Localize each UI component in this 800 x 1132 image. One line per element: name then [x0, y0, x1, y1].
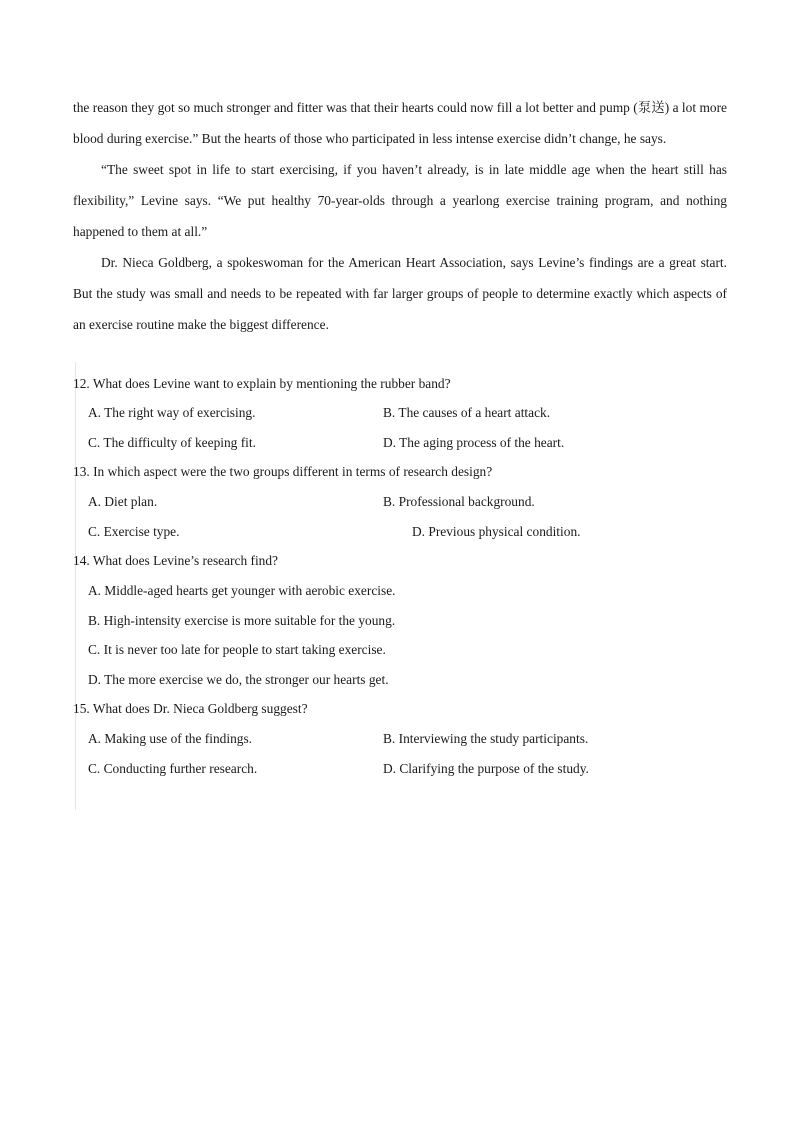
question-14-option-d[interactable]: D. The more exercise we do, the stronger our hearts get. [88, 672, 389, 687]
question-13-option-d[interactable]: D. Previous physical condition. [412, 524, 581, 539]
question-12-option-b[interactable]: B. The causes of a heart attack. [383, 405, 551, 420]
question-15-option-b[interactable]: B. Interviewing the study participants. [383, 731, 589, 746]
question-15-option-a[interactable]: A. Making use of the findings. [88, 731, 253, 746]
question-13-stem: 13. In which aspect were the two groups different in terms of research design? [73, 464, 493, 479]
question-13-option-a[interactable]: A. Diet plan. [88, 494, 158, 509]
question-15-option-c[interactable]: C. Conducting further research. [88, 761, 258, 776]
question-14-stem: 14. What does Levine’s research find? [73, 553, 278, 568]
question-12-option-c[interactable]: C. The difficulty of keeping fit. [88, 435, 256, 450]
question-12-option-d[interactable]: D. The aging process of the heart. [383, 435, 565, 450]
passage-paragraph: “The sweet spot in life to start exercising, if you haven’t already, is in late middle age when the heart still has flexibility,” Levine says. “We put healthy 70-year-olds through a yearlong exercise training program, and nothing happened to them at all.” [73, 162, 727, 239]
passage-paragraph: the reason they got so much stronger and fitter was that their hearts could now fill a lot better and pump (泵送) a lot more blood during exercise.” But the hearts of those who participated in less intense exercise didn’t change, he says. [73, 100, 727, 146]
reading-passage [73, 92, 727, 340]
question-15-option-d[interactable]: D. Clarifying the purpose of the study. [383, 761, 589, 776]
passage-paragraph: Dr. Nieca Goldberg, a spokeswoman for the American Heart Association, says Levine’s findings are a great start. But the study was small and needs to be repeated with far larger groups of people to determine exactly which aspects of an exercise routine make the biggest difference. [73, 255, 727, 332]
question-14-option-a[interactable]: A. Middle-aged hearts get younger with aerobic exercise. [88, 583, 396, 598]
question-13-option-b[interactable]: B. Professional background. [383, 494, 535, 509]
question-13-option-c[interactable]: C. Exercise type. [88, 524, 180, 539]
question-15-stem: 15. What does Dr. Nieca Goldberg suggest? [73, 701, 308, 716]
question-14-option-c[interactable]: C. It is never too late for people to start taking exercise. [88, 642, 386, 657]
question-12-option-a[interactable]: A. The right way of exercising. [88, 405, 256, 420]
margin-rule [75, 362, 76, 810]
question-14-option-b[interactable]: B. High-intensity exercise is more suitable for the young. [88, 613, 396, 628]
question-12-stem: 12. What does Levine want to explain by mentioning the rubber band? [73, 376, 451, 391]
